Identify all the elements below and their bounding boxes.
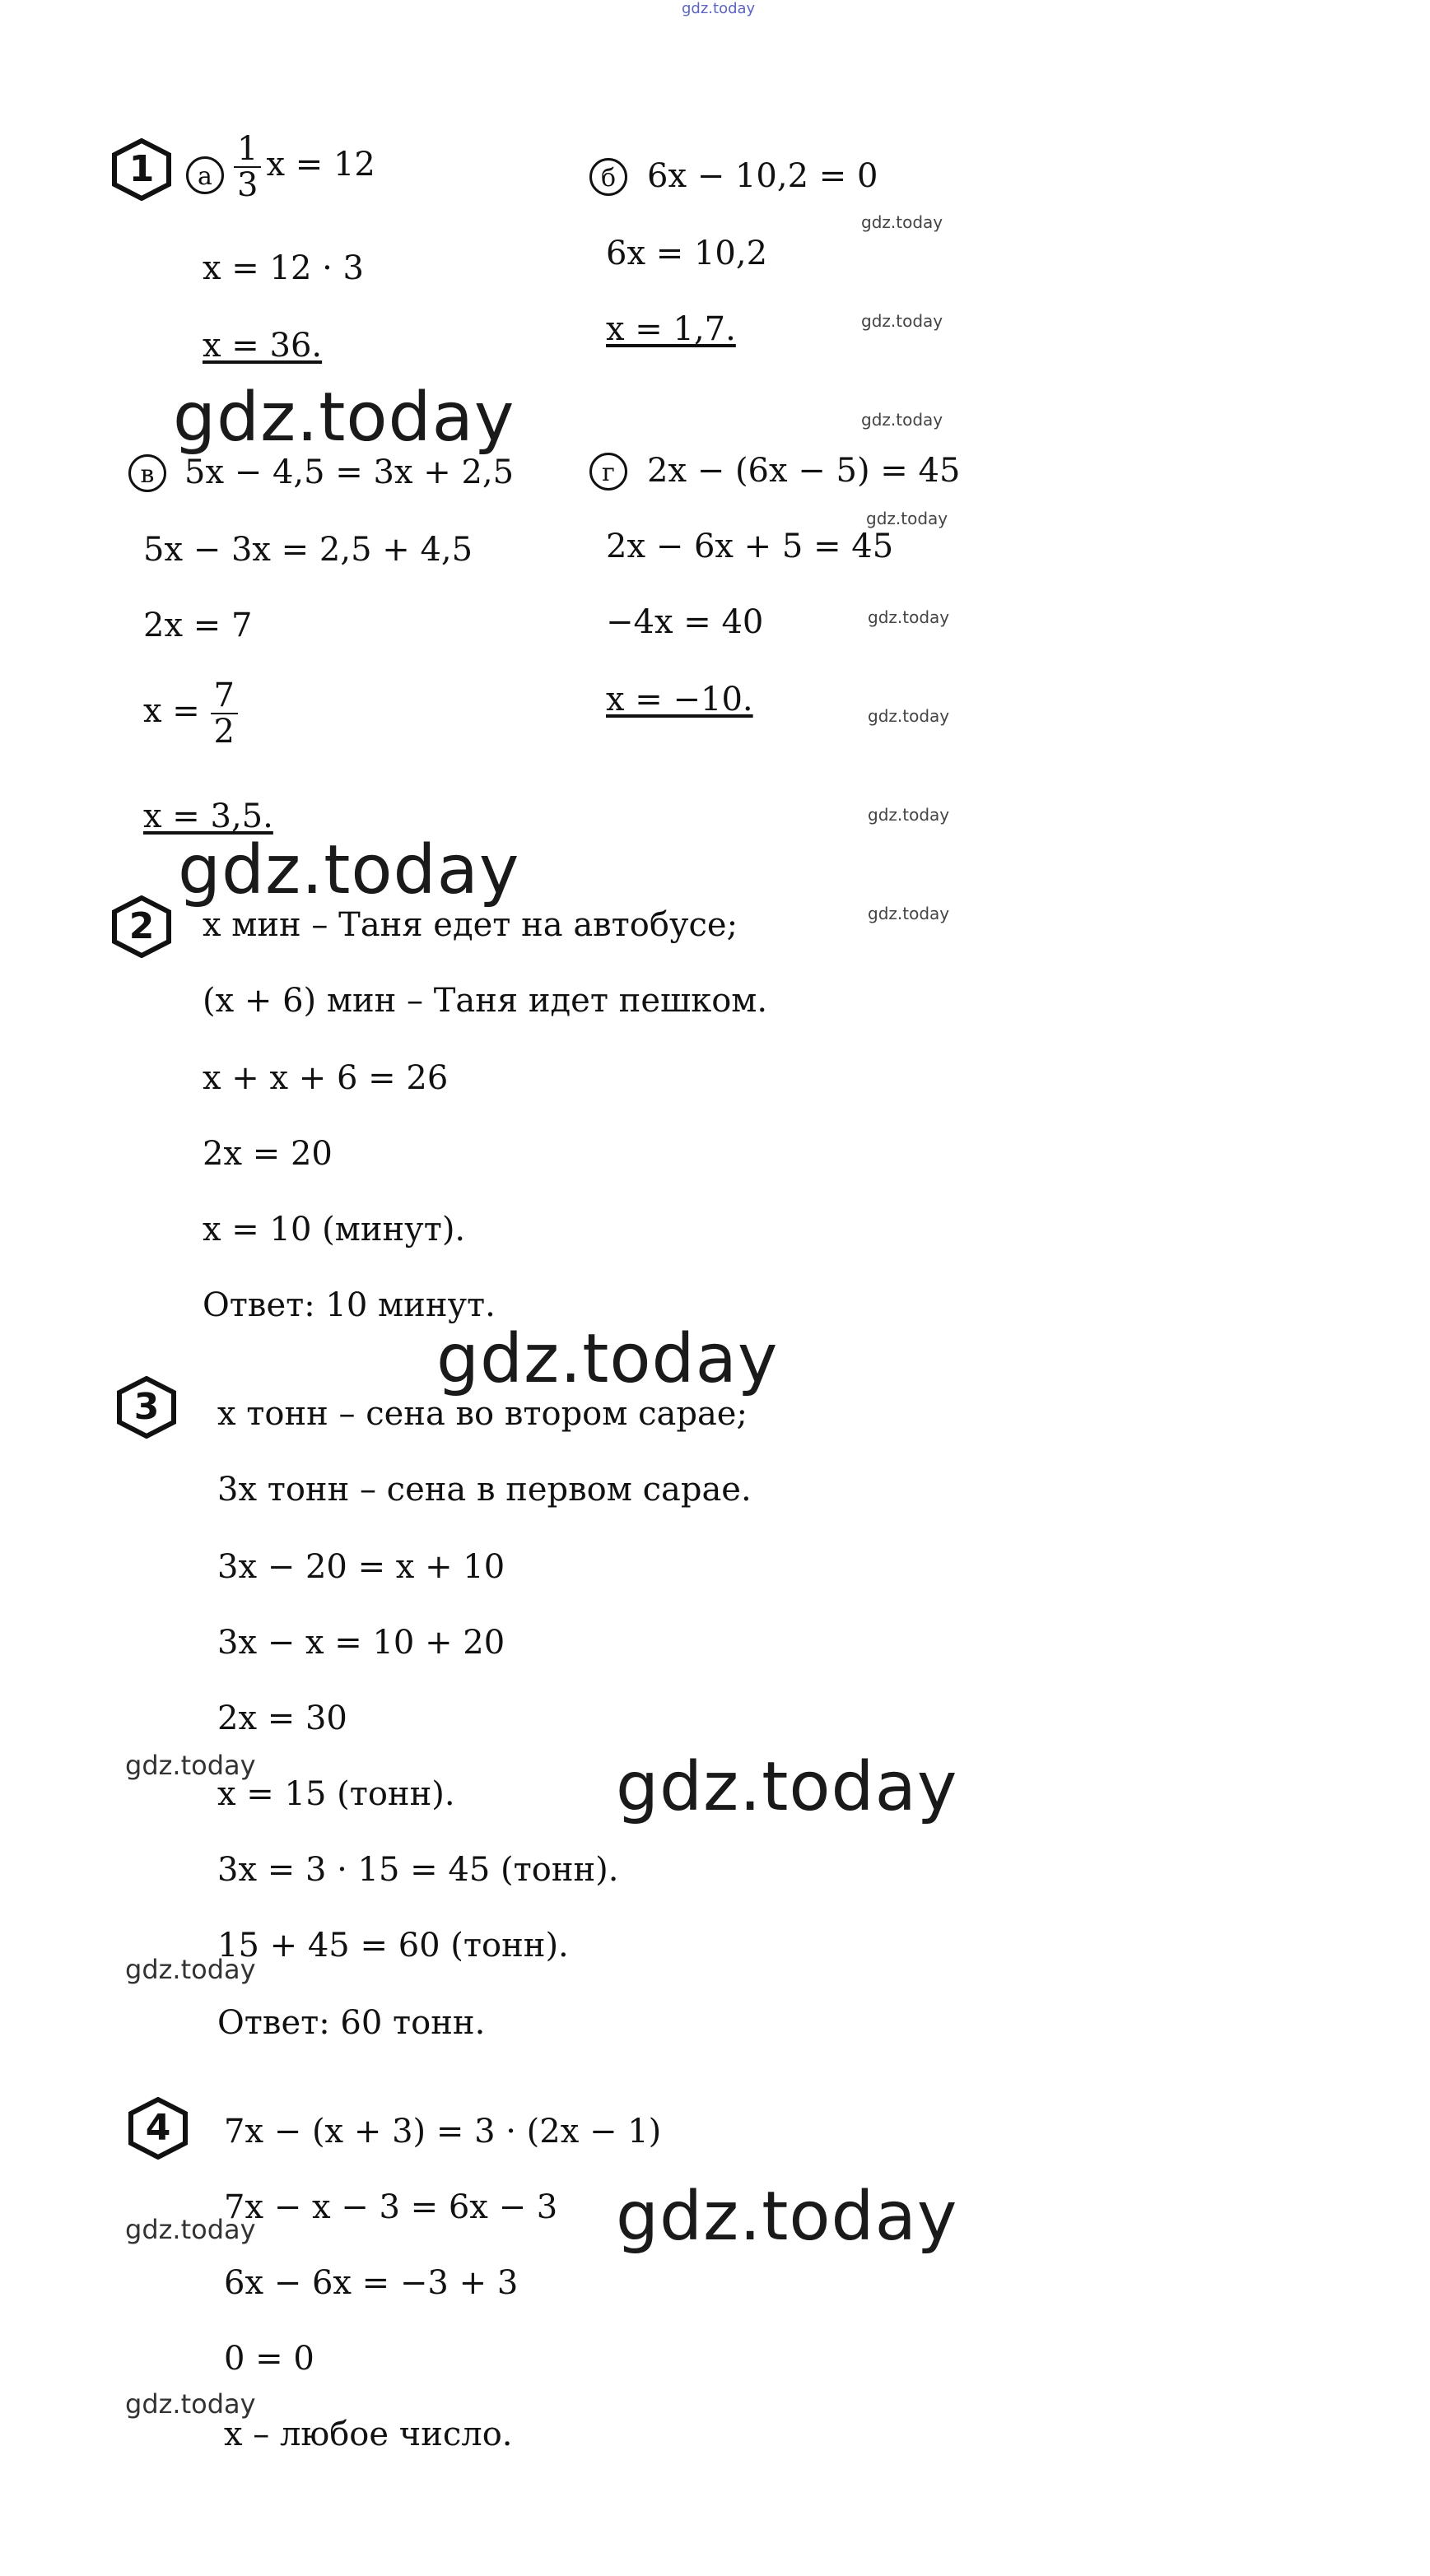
task-2-line: x + x + 6 = 26 bbox=[203, 1059, 449, 1097]
task-1a-answer: x = 36. bbox=[203, 327, 323, 365]
task-3-line: x = 15 (тонн). bbox=[217, 1775, 455, 1813]
watermark-small: gdz.today bbox=[861, 311, 943, 331]
watermark-mid: gdz.today bbox=[125, 1954, 256, 1985]
task-4-line: 6x − 6x = −3 + 3 bbox=[224, 2264, 519, 2302]
fraction bbox=[234, 132, 261, 202]
watermark-mid: gdz.today bbox=[125, 2214, 256, 2245]
task-1v-marker: в bbox=[128, 454, 166, 492]
task-1-number: 1 bbox=[128, 148, 155, 190]
task-1v-fraction-line bbox=[143, 678, 243, 749]
task-1-number-badge bbox=[110, 138, 173, 201]
task-4-answer: x – любое число. bbox=[224, 2416, 513, 2453]
task-4-line: 7x − x − 3 = 6x − 3 bbox=[224, 2188, 558, 2226]
task-3-line: 3x тонн – сена в первом сарае. bbox=[217, 1471, 752, 1509]
task-1v-line: 2x = 7 bbox=[143, 607, 253, 644]
task-2-line: (x + 6) мин – Таня идет пешком. bbox=[203, 982, 768, 1020]
watermark-small: gdz.today bbox=[868, 805, 950, 825]
watermark-mid: gdz.today bbox=[125, 2388, 256, 2420]
fraction-prefix: x = bbox=[143, 692, 200, 730]
task-1b-line: 6x = 10,2 bbox=[606, 235, 768, 272]
watermark-small: gdz.today bbox=[866, 509, 948, 528]
task-1v-answer: x = 3,5. bbox=[143, 797, 273, 835]
task-1a-marker: а bbox=[186, 156, 224, 194]
task-3-line: 3x = 3 · 15 = 45 (тонн). bbox=[217, 1851, 619, 1889]
fraction-denominator: 2 bbox=[213, 713, 235, 751]
task-3-number-badge bbox=[115, 1376, 178, 1439]
task-1a-equation bbox=[234, 132, 375, 202]
task-2-line: 2x = 20 bbox=[203, 1135, 333, 1173]
task-4-number: 4 bbox=[145, 2107, 171, 2149]
task-3-line: 15 + 45 = 60 (тонн). bbox=[217, 1927, 569, 1965]
watermark-big: gdz.today bbox=[436, 1320, 779, 1398]
watermark-small: gdz.today bbox=[868, 706, 950, 726]
task-3-line: 3x − x = 10 + 20 bbox=[217, 1624, 505, 1662]
task-1b-answer: x = 1,7. bbox=[606, 310, 736, 348]
watermark-mid: gdz.today bbox=[125, 1750, 256, 1781]
watermark-small: gdz.today bbox=[861, 212, 943, 232]
task-1a-line: x = 12 · 3 bbox=[203, 249, 364, 287]
watermark-big: gdz.today bbox=[173, 379, 515, 457]
watermark-small: gdz.today bbox=[861, 410, 943, 430]
task-3-line: 3x − 20 = x + 10 bbox=[217, 1548, 505, 1586]
equation-rest: x = 12 bbox=[266, 146, 375, 184]
task-3-line: 2x = 30 bbox=[217, 1700, 347, 1737]
task-1b-marker: б bbox=[589, 158, 627, 196]
task-3-number: 3 bbox=[133, 1386, 160, 1428]
task-2-number-badge bbox=[110, 895, 173, 958]
task-1g-line: −4x = 40 bbox=[606, 603, 764, 641]
task-1g-equation: 2x − (6x − 5) = 45 bbox=[647, 452, 961, 490]
task-2-number: 2 bbox=[128, 905, 155, 947]
task-2-answer: Ответ: 10 минут. bbox=[203, 1286, 496, 1324]
watermark-top: gdz.today bbox=[682, 0, 756, 17]
watermark-big: gdz.today bbox=[616, 2178, 958, 2256]
fraction-numerator: 1 bbox=[234, 132, 261, 168]
task-1b-equation: 6x − 10,2 = 0 bbox=[647, 157, 878, 195]
fraction bbox=[211, 678, 238, 749]
watermark-small: gdz.today bbox=[868, 904, 950, 923]
task-1g-answer: x = −10. bbox=[606, 681, 753, 718]
watermark-big: gdz.today bbox=[178, 831, 520, 909]
fraction-numerator: 7 bbox=[211, 678, 238, 714]
task-4-line: 0 = 0 bbox=[224, 2340, 314, 2378]
watermark-big: gdz.today bbox=[616, 1748, 958, 1826]
task-2-line: x мин – Таня едет на автобусе; bbox=[203, 906, 738, 944]
fraction-denominator: 3 bbox=[237, 166, 259, 204]
task-4-line: 7x − (x + 3) = 3 · (2x − 1) bbox=[224, 2113, 662, 2151]
task-3-line: x тонн – сена во втором сарае; bbox=[217, 1395, 748, 1433]
task-2-line: x = 10 (минут). bbox=[203, 1211, 466, 1248]
task-1v-equation: 5x − 4,5 = 3x + 2,5 bbox=[184, 453, 515, 491]
watermark-small: gdz.today bbox=[868, 607, 950, 627]
task-1v-line: 5x − 3x = 2,5 + 4,5 bbox=[143, 531, 473, 569]
task-1g-line: 2x − 6x + 5 = 45 bbox=[606, 528, 894, 565]
task-4-number-badge bbox=[127, 2097, 189, 2160]
task-3-answer: Ответ: 60 тонн. bbox=[217, 2004, 486, 2042]
task-1g-marker: г bbox=[589, 453, 627, 491]
